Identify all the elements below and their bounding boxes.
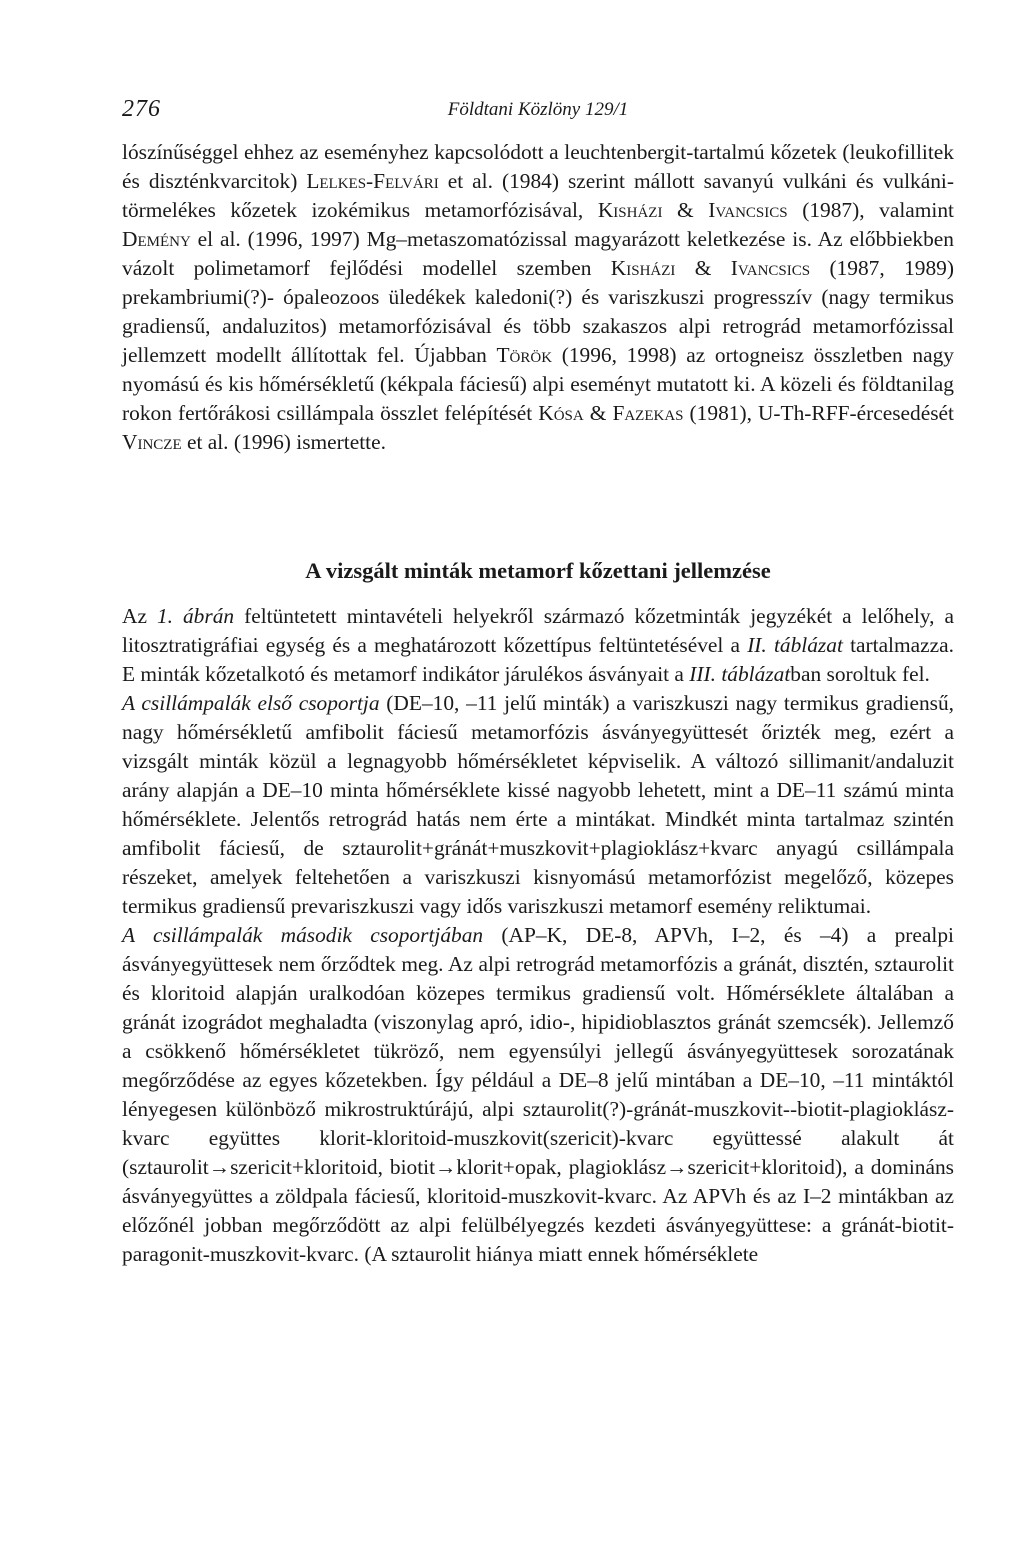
author-name: Ivancsics <box>730 256 811 280</box>
text-run: el al. (1996, 1997) Mg–metaszomatózissal magyarázott keletkezése is. Az előbbiekben vázolt polimetamorf fejlődési modellel szemben <box>122 227 954 280</box>
text-run: (1987, 1989) prekambriumi(?)- ópaleozoos üledékek kaledoni(?) és variszkuszi progresszív (nagy termikus gradiensű, andaluzitos) metamorfózisával és több szakaszos alpi retrográd metamorfózissal jellemzett modellt állítottak fel. Újabban <box>122 256 954 367</box>
author-name: Kisházi <box>597 198 663 222</box>
text-run: (1987), valamint <box>787 198 954 222</box>
text-run: (DE–10, –11 jelű minták) a variszkuszi nagy termikus gradiensű, nagy hőmérsékletű amfibolit fáciesű metamorfózis ásványegyüttesét őrizték meg, ezért a vizsgált minták közül a legnagyobb hőmérsékletet képviselik. A változó sillimanit/andaluzit arány alapján a DE–10 minta hőmérséklete kissé nagyobb lehetett, mint a DE–11 számú minta hőmérséklete. Jelentős retrográd hatás nem érte a mintákat. Mindkét minta tartalmaz szintén amfibolit fáciesű, de sztaurolit+gránát+muszkovit+plagioklász+kvarc anyagú csillámpala részeket, amelyek feltehetően a variszkuszi kisnyomású metamorfózist megelőző, közepes termikus gradiensű prevariszkuszi vagy idős variszkuszi metamorf esemény reliktumai. <box>122 691 955 918</box>
text-run: & <box>675 256 731 280</box>
author-name: Török <box>496 343 553 367</box>
section-text <box>122 602 954 1269</box>
author-name: Vincze <box>122 430 182 454</box>
text-run: ban soroltuk fel. <box>790 662 930 686</box>
text-run: lószínűséggel ehhez az eseményhez kapcsolódott a leuchtenbergit-tartalmú kőzetek (leukofillitek és diszténkvarcitok) <box>122 140 954 193</box>
text-run: (AP–K, DE-8, APVh, I–2, és –4) a prealpi ásványegyüttesek nem őrződtek meg. Az alpi retrográd metamorfózis a gránát, disztén, sztaurolit és kloritoid alapján uralkodóan közepes termikus gradiensű volt. Hőmérséklete általában a gránát izográdot meghaladta (viszonylag apró, idio-, hipidioblasztos gránát szemcsék). Jellemző a csökkenő hőmérsékletet tükröző, nem egyensúlyi jellegű ásványegyüttesek sorozatának megőrződése az egyes kőzetekben. Így például a DE–8 jelű mintában a DE–10, –11 mintáktól lényegesen különböző mikrostruktúrájú, alpi sztaurolit(?)-gránát-muszkovit--biotit-plagioklász-kvarc együttes klorit-kloritoid-muszkovit(szericit)-kvarc együttessé alakult át (sztaurolit→szericit+kloritoid, biotit→klorit+opak, plagioklász→szericit+kloritoid), a domináns ásványegyüttes a zöldpala fáciesű, kloritoid-muszkovit-kvarc. Az APVh és az I–2 mintákban az előzőnél jobban megőrződött az alpi felülbélyegzés kezdeti ásványegyüttese: a gránát-biotit-paragonit-muszkovit-kvarc. (A sztaurolit hiánya miatt ennek hőmérséklete <box>122 923 954 1266</box>
text-run: et al. (1984) szerint mállott savanyú vulkáni és vulkáni-törmelékes kőzetek izokémikus metamorfózisával, <box>122 169 954 222</box>
text-run: et al. (1996) ismertette. <box>181 430 386 454</box>
text-run: & <box>662 198 709 222</box>
figure-reference: 1. ábrán <box>156 604 235 628</box>
author-name: Kósa <box>538 401 584 425</box>
paragraph <box>122 138 954 457</box>
text-run: feltüntetett mintavételi helyekről származó kőzetminták jegyzékét a lelőhely, a litosztratigráfiai egység és a meghatározott kőzettípus feltüntetésével a <box>122 604 954 657</box>
paragraph <box>122 921 954 1269</box>
intro-text <box>122 138 954 457</box>
author-name: Fazekas <box>612 401 684 425</box>
group-title: A csillámpalák második csoportjában <box>122 923 484 947</box>
group-title: A csillámpalák első csoportja <box>122 691 380 715</box>
text-run: tartalmazza. E minták kőzetalkotó és metamorf indikátor járulékos ásványait a <box>122 633 954 686</box>
paragraph <box>122 602 954 689</box>
table-reference: III. táblázat <box>689 662 791 686</box>
author-name: Ivancsics <box>708 198 788 222</box>
table-reference: II. táblázat <box>747 633 843 657</box>
text-run: (1996, 1998) az ortogneisz összletben nagy nyomású és kis hőmérsékletű (kékpala fáciesű) alpi eseményt mutatott ki. A közeli és földtanilag rokon fertőrákosi csillámpala összlet felépítését <box>122 343 954 425</box>
paragraph <box>122 689 954 921</box>
running-header <box>122 96 954 126</box>
text-run: Az <box>122 604 157 628</box>
author-name: Lelkes-Felvári <box>306 169 439 193</box>
journal-title: Földtani Közlöny 129/1 <box>447 99 629 120</box>
author-name: Demény <box>122 227 191 251</box>
author-name: Kisházi <box>610 256 676 280</box>
text-run: (1981), U-Th-RFF-ércesedését <box>683 401 954 425</box>
text-run: & <box>583 401 613 425</box>
section-heading: A vizsgált minták metamorf kőzettani jellemzése <box>305 558 771 583</box>
page-number: 276 <box>122 96 161 122</box>
